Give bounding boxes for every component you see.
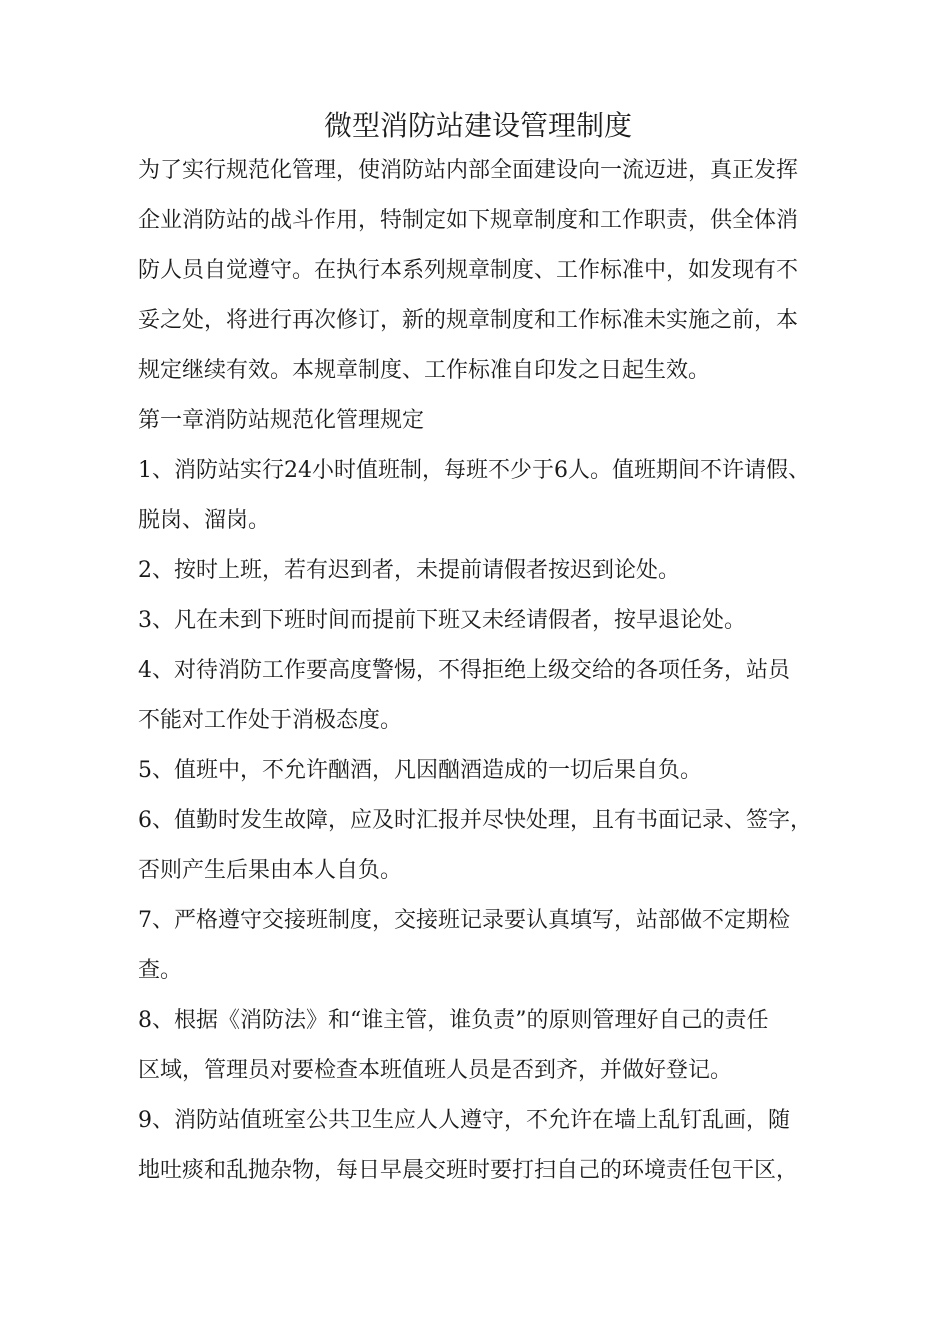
body-line: 地吐痰和乱抛杂物，每日早晨交班时要打扫自己的环境责任包干区， — [138, 1158, 799, 1183]
body-line: 规定继续有效。本规章制度、工作标准自印发之日起生效。 — [138, 358, 711, 383]
body-line: 脱岗、溜岗。 — [138, 508, 271, 533]
rule-item: 4、对待消防工作要高度警惕，不得拒绝上级交给的各项任务，站员 — [138, 658, 790, 683]
chapter-heading: 第一章消防站规范化管理规定 — [138, 408, 425, 433]
rule-item: 6、值勤时发生故障，应及时汇报并尽快处理，且有书面记录、签字， — [138, 808, 812, 833]
body-line: 查。 — [138, 958, 183, 983]
document-title: 微型消防站建设管理制度 — [323, 109, 632, 142]
body-line: 区域，管理员对要检查本班值班人员是否到齐，并做好登记。 — [138, 1058, 733, 1083]
rule-item: 1、消防站实行24小时值班制，每班不少于6人。值班期间不许请假、 — [138, 458, 810, 483]
body-line: 否则产生后果由本人自负。 — [138, 858, 403, 883]
body-line: 妥之处，将进行再次修订，新的规章制度和工作标准未实施之前，本 — [138, 308, 799, 333]
rule-item: 5、值班中，不允许酗酒，凡因酗酒造成的一切后果自负。 — [138, 758, 702, 783]
body-line: 为了实行规范化管理，使消防站内部全面建设向一流迈进，真正发挥 — [138, 158, 799, 183]
body-line: 不能对工作处于消极态度。 — [138, 708, 403, 733]
rule-item: 7、严格遵守交接班制度，交接班记录要认真填写，站部做不定期检 — [138, 908, 790, 933]
body-line: 企业消防站的战斗作用，特制定如下规章制度和工作职责，供全体消 — [138, 208, 799, 233]
rule-item: 3、凡在未到下班时间而提前下班又未经请假者，按早退论处。 — [138, 608, 746, 633]
body-line: 防人员自觉遵守。在执行本系列规章制度、工作标准中，如发现有不 — [138, 258, 799, 283]
rule-item: 9、消防站值班室公共卫生应人人遵守，不允许在墙上乱钉乱画，随 — [138, 1108, 790, 1133]
rule-item: 8、根据《消防法》和“谁主管，谁负责”的原则管理好自己的责任 — [138, 1008, 769, 1033]
rule-item: 2、按时上班，若有迟到者，未提前请假者按迟到论处。 — [138, 558, 680, 583]
